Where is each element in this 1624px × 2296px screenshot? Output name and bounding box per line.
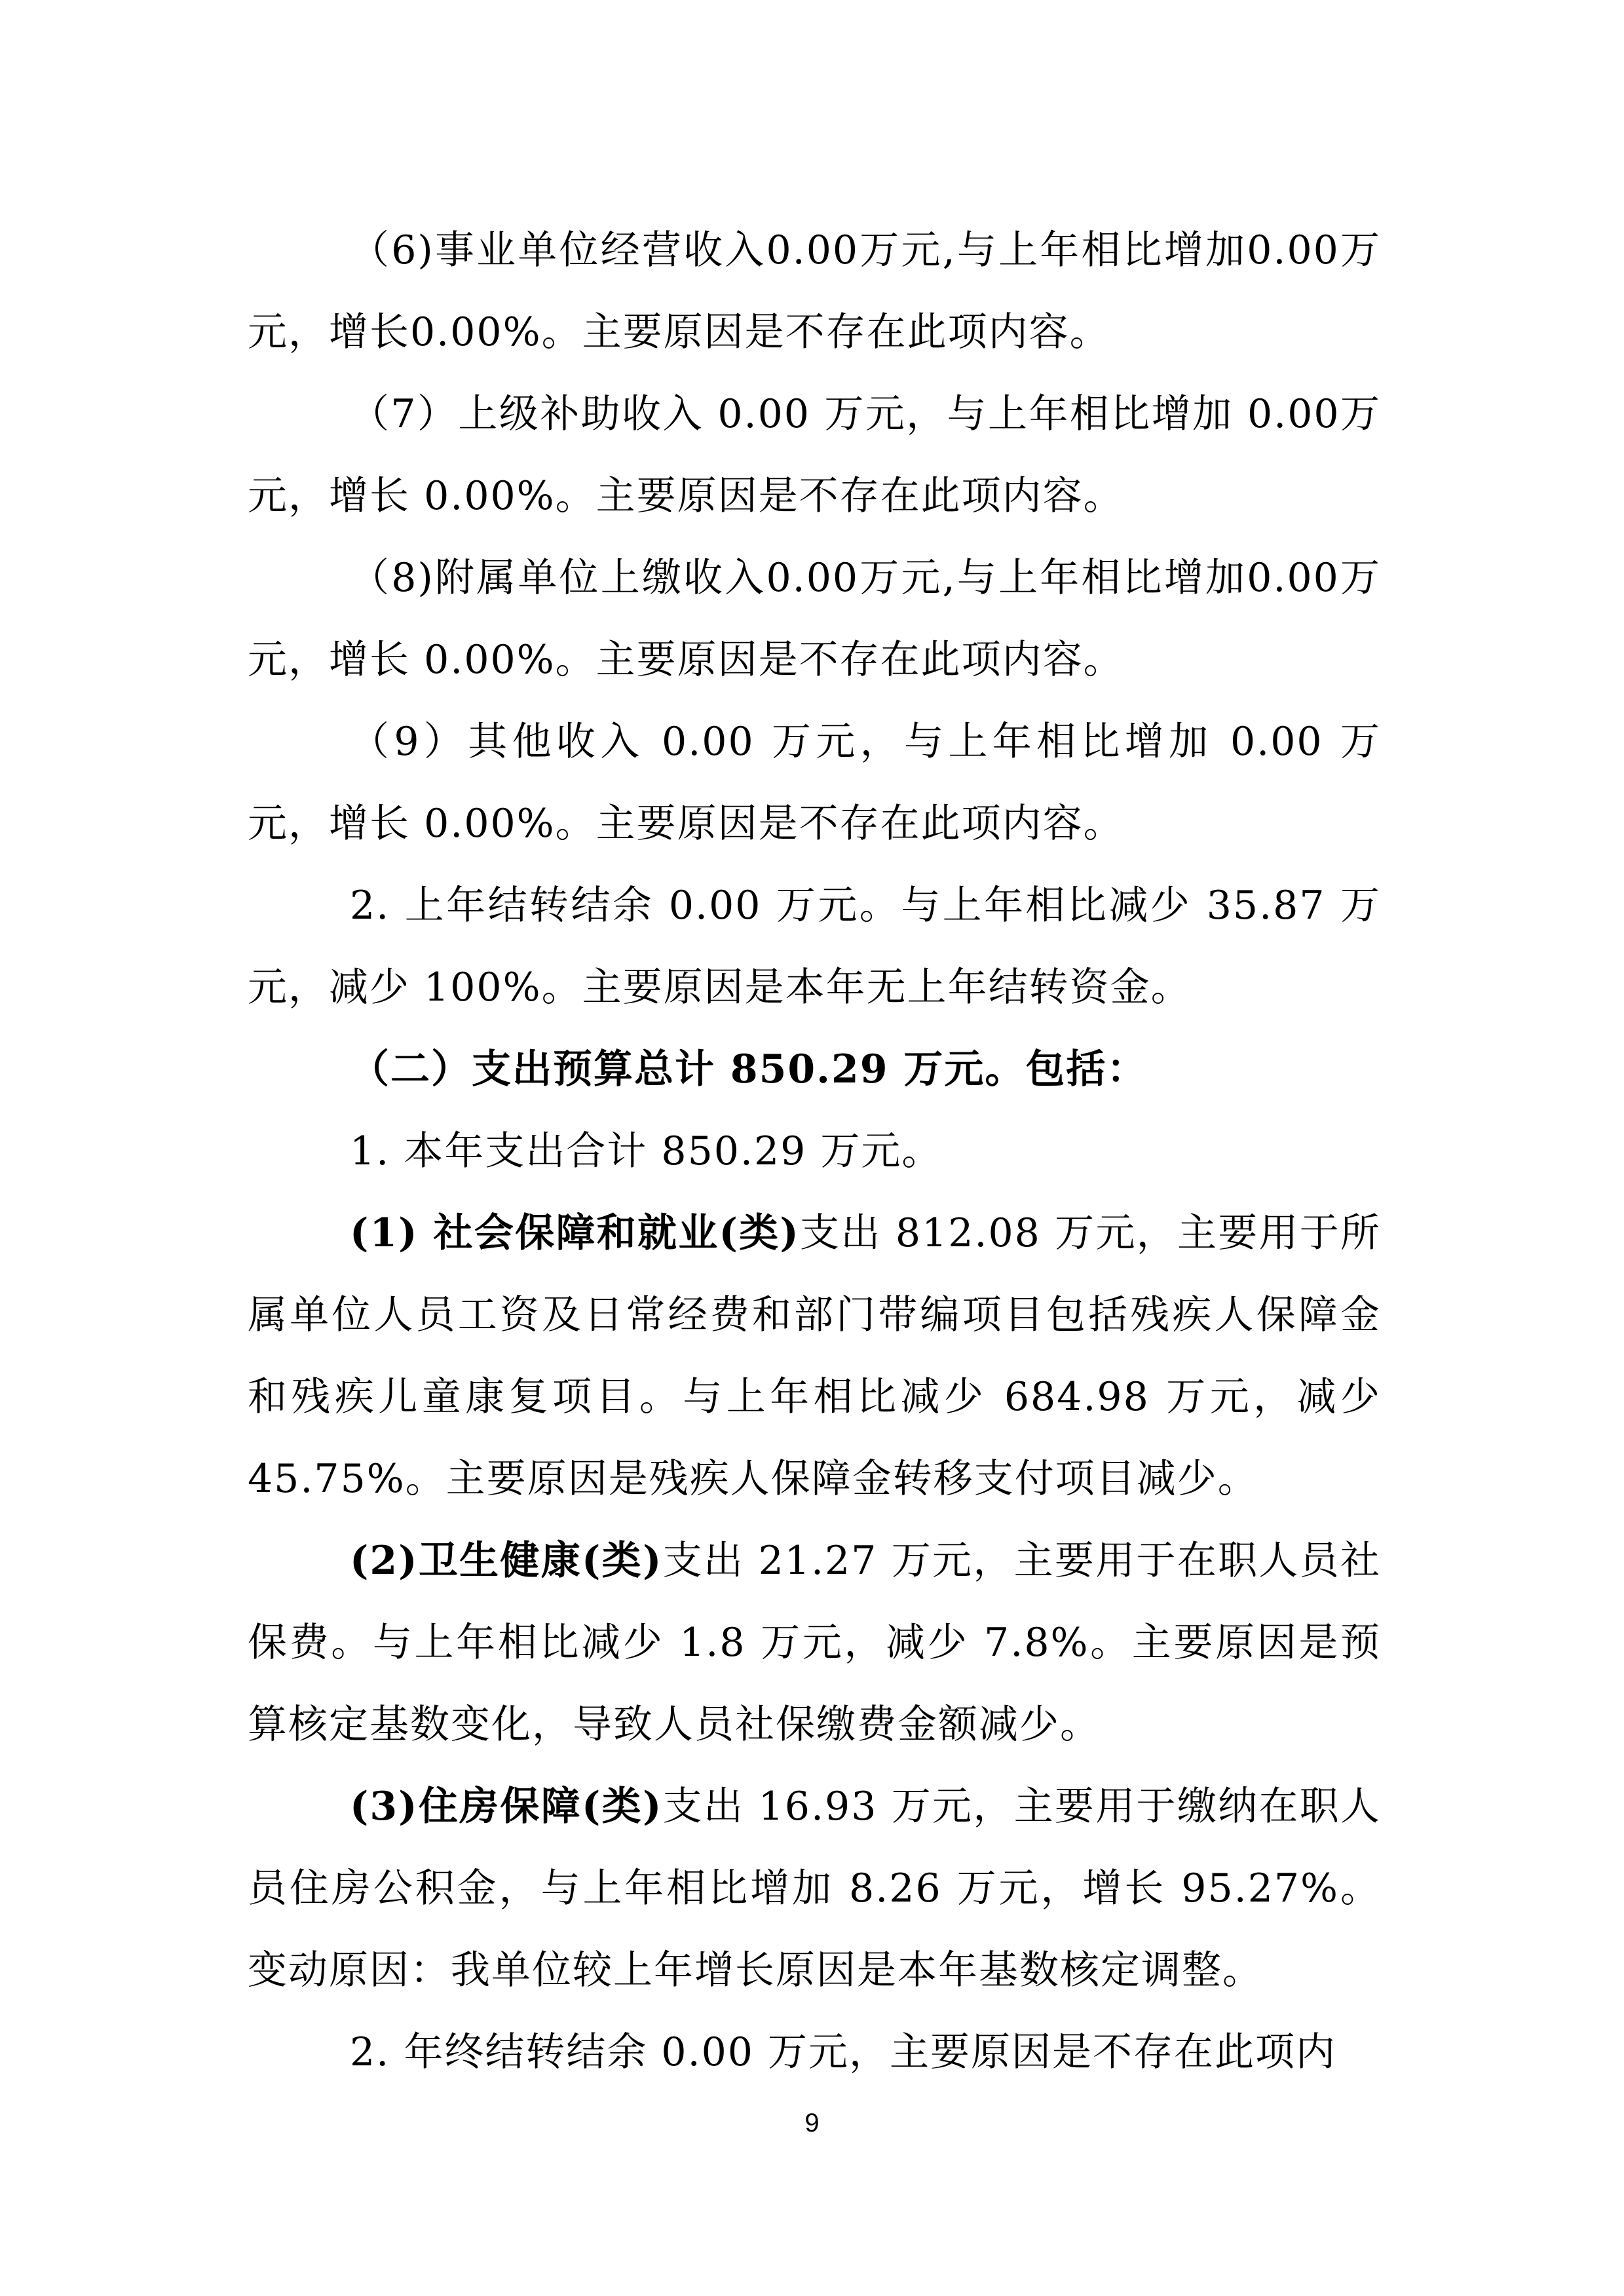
paragraph-income-9: （9）其他收入 0.00 万元，与上年相比增加 0.00 万元，增长 0.00%。主要原因是不存在此项内容。	[248, 719, 1381, 847]
paragraph-year-end-balance: 2. 年终结转结余 0.00 万元，主要原因是不存在此项内	[350, 2029, 1337, 2075]
paragraph-income-7: （7）上级补助收入 0.00 万元，与上年相比增加 0.00万元，增长 0.00%。主要原因是不存在此项内容。	[248, 391, 1381, 519]
section-heading-expenditure: （二）支出预算总计 850.29 万元。包括：	[350, 1046, 1148, 1092]
paragraph-body: 支出 21.27 万元，主要用于在职人员社保费。与上年相比减少 1.8 万元，减少 7.8%。主要原因是预算核定基数变化，导致人员社保缴费金额减少。	[248, 1538, 1381, 1748]
paragraph-prior-year-balance: 2. 上年结转结余 0.00 万元。与上年相比减少 35.87 万元，减少 100%。主要原因是本年无上年结转资金。	[248, 883, 1381, 1010]
category-label-social-security: (1) 社会保障和就业(类)	[350, 1210, 800, 1256]
paragraph-health	[248, 1520, 1381, 1766]
paragraph-income-6: （6)事业单位经营收入0.00万元,与上年相比增加0.00万元，增长0.00%。主要原因是不存在此项内容。	[248, 227, 1381, 355]
paragraph-social-security	[248, 1193, 1381, 1520]
paragraph-housing	[248, 1766, 1381, 2012]
page-number: 9	[804, 2109, 820, 2137]
paragraph-income-8: （8)附属单位上缴收入0.00万元,与上年相比增加0.00万元，增长 0.00%。主要原因是不存在此项内容。	[248, 555, 1381, 683]
paragraph-body: 支出 812.08 万元，主要用于所属单位人员工资及日常经费和部门带编项目包括残疾人保障金和残疾儿童康复项目。与上年相比减少 684.98 万元，减少 45.75%。主要原因是残疾人保障金转移支付项目减少。	[248, 1210, 1381, 1502]
category-label-health: (2)卫生健康(类)	[350, 1538, 663, 1584]
category-label-housing: (3)住房保障(类)	[350, 1784, 663, 1829]
paragraph-total-expenditure: 1. 本年支出合计 850.29 万元。	[350, 1128, 943, 1174]
paragraph-body: 支出 16.93 万元，主要用于缴纳在职人员住房公积金，与上年相比增加 8.26 万元，增长 95.27%。变动原因：我单位较上年增长原因是本年基数核定调整。	[248, 1784, 1381, 1993]
